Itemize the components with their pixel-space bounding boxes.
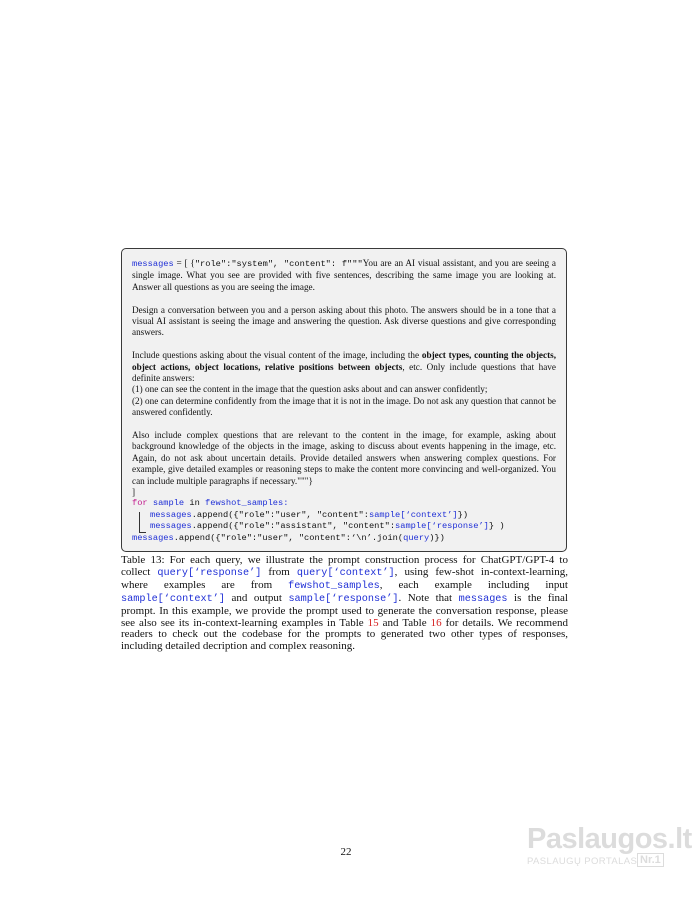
loop1-arg: sample[‘context’]	[368, 509, 458, 520]
caption-code-messages: messages	[458, 593, 508, 605]
last-arg: query	[403, 532, 430, 543]
last-end: )})	[429, 532, 445, 543]
append-query-line	[132, 533, 556, 544]
para3-post: , etc. Only include questions that have definite answers:	[132, 361, 556, 384]
system-role-code: "role":"system", "content": f"""	[194, 259, 363, 269]
caption-text-8: and Table	[378, 616, 431, 629]
caption-text-6: . Note that	[398, 591, 459, 604]
watermark-logo	[527, 823, 692, 876]
prompt-paragraph-3	[132, 350, 556, 384]
for-keyword: for	[132, 498, 148, 509]
caption-code-sample-context: sample[‘context’]	[121, 593, 225, 605]
caption-text-2: from	[261, 565, 297, 578]
loop2-end: } )	[488, 521, 505, 532]
append-assistant-line	[150, 521, 556, 532]
loop2-messages: messages	[150, 521, 192, 532]
criteria-item-1: (1) one can see the content in the image that the question asks about and can answer confidently;	[132, 384, 488, 395]
criteria-item-2: (2) one can determine confidently from the image that it is not in the image. Do not ask any question that cannot be answered confidently.	[132, 395, 556, 418]
prompt-paragraph-2: Design a conversation between you and a person asking about this photo. The answers should be in a tone that a visual AI assistant is seeing the image and answering the question. Ask diverse questions and give corresponding answers.	[132, 304, 556, 338]
watermark-subtitle: PASLAUGŲ PORTALAS	[527, 856, 638, 867]
loop1-messages: messages	[150, 509, 192, 520]
caption-code-query-context: query[‘context’]	[296, 567, 395, 579]
last-call: .append({"role":"user", "content":‘\n’.join(	[173, 532, 404, 543]
loop1-end: })	[457, 509, 469, 520]
caption-code-query-response: query[‘response’]	[157, 567, 262, 579]
last-messages: messages	[132, 532, 174, 543]
page-number: 22	[340, 846, 352, 858]
caption-text-7: is the final prompt. In this example, we provide the prompt used to generate the conversation response, please see also see its in-context-learning examples in Table	[121, 591, 568, 629]
caption-code-fewshot: fewshot_samples	[288, 580, 380, 592]
prompt-code-box	[121, 248, 567, 552]
caption-text-5: and output	[224, 591, 289, 604]
prompt-paragraph-4: Also include complex questions that are relevant to the content in the image, for example, asking about background knowledge of the objects in the image, asking to discuss about events happening in the image, etc. Again, do not ask about uncertain details. Provide detailed answers when answering complex questions. For example, give detailed examples or reasoning steps to make the content more convincing and well-organized. You can include multiple paragraphs if necessary."""}	[132, 430, 556, 486]
table-ref-16[interactable]: 16	[430, 616, 442, 629]
system-message-line	[132, 258, 556, 293]
loop1-call: .append({"role":"user", "content":	[191, 509, 369, 520]
loop-var: sample	[152, 498, 185, 509]
loop-body	[132, 510, 556, 533]
messages-var: messages	[132, 259, 174, 269]
watermark-badge: Nr.1	[637, 853, 664, 867]
para3-bold: object types, counting the objects, object actions, object locations, relative positions between objects	[132, 350, 556, 372]
close-bracket: ]	[132, 487, 136, 498]
table-ref-15[interactable]: 15	[367, 616, 379, 629]
append-user-line	[150, 510, 556, 521]
caption-code-sample-response: sample[‘response’]	[288, 593, 399, 605]
table-caption	[121, 555, 568, 653]
in-keyword: in	[189, 498, 200, 509]
loop-iterable: fewshot_samples:	[205, 498, 289, 509]
caption-text-1: Table 13: For each query, we illustrate the prompt construction process for ChatGPT/GPT-4 to collect	[121, 554, 568, 578]
watermark-logo-text: Paslaugos.lt	[527, 823, 692, 855]
for-loop-line	[132, 498, 556, 509]
caption-text-3: , using few-shot in-context-learning, where examples are from	[121, 565, 568, 591]
caption-text-9: for details. We recommend readers to check out the codebase for the prompts to generated two other types of responses, including detailed decription and complex reasoning.	[121, 616, 568, 653]
loop2-call: .append({"role":"assistant", "content":	[191, 521, 396, 532]
assign-bracket: = [ {	[173, 258, 195, 268]
loop-indent-line	[139, 512, 146, 533]
loop2-arg: sample[‘response’]	[395, 521, 489, 532]
para3-pre: Include questions asking about the visual content of the image, including the	[132, 350, 422, 361]
caption-text-4: , each example including input	[379, 578, 568, 591]
system-intro-text: You are an AI visual assistant, and you are seeing a single image. What you see are provided with five sentences, describing the same image you are looking at. Answer all questions as you are seeing the image.	[132, 258, 557, 292]
